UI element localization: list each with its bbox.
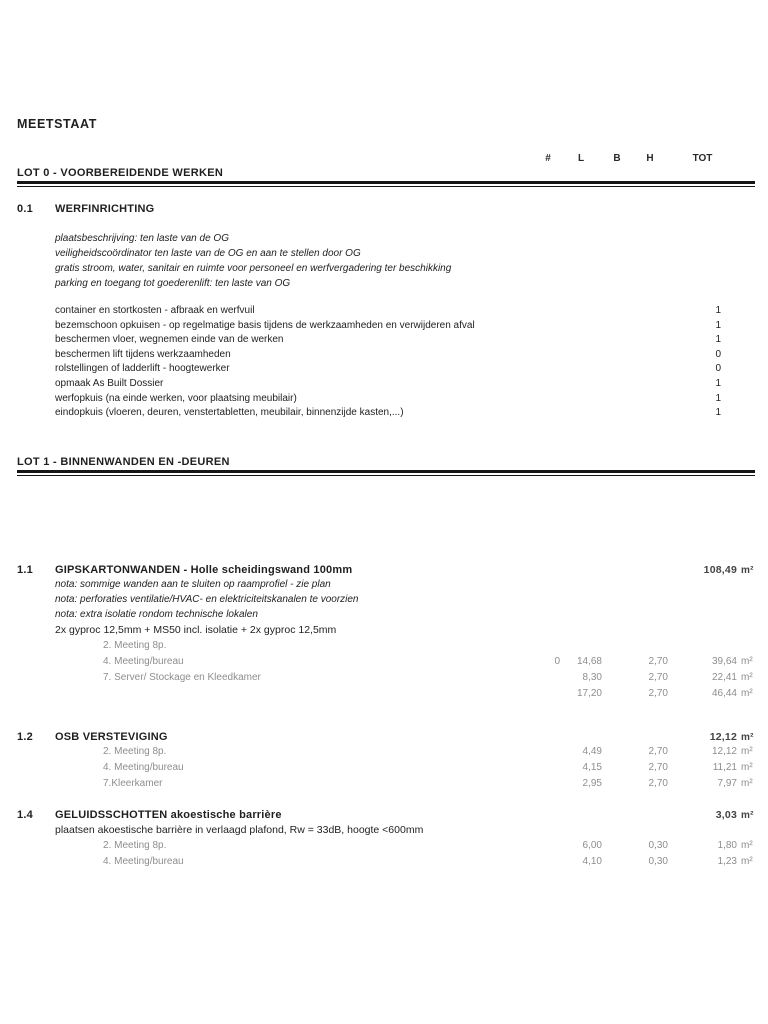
section-title: GELUIDSSCHOTTEN akoestische barrière: [55, 808, 282, 821]
section-1-1-spec: 2x gyproc 12,5mm + MS50 incl. isolatie + 2x gyproc 12,5mm: [55, 623, 337, 636]
section-code: 0.1: [17, 203, 33, 215]
table-row: [17, 670, 755, 686]
section-total: 3,03: [715, 808, 737, 821]
section-total-unit: m²: [741, 809, 754, 821]
row-label: 4. Meeting/bureau: [103, 761, 184, 773]
section-0-1-items: [17, 304, 755, 421]
table-row: [17, 760, 755, 776]
table-row: [17, 319, 755, 334]
section-code: 1.1: [17, 563, 33, 576]
section-0-1-header: [17, 203, 755, 216]
row-total: 1: [715, 392, 721, 404]
row-length: 17,20: [576, 687, 602, 699]
row-length: 4,49: [582, 745, 602, 757]
row-length: 14,68: [576, 655, 602, 667]
section-1-1-header: [17, 564, 755, 577]
column-header-length: L: [577, 153, 585, 164]
section-0-1-notes: [55, 231, 755, 291]
section-1-4: [17, 809, 755, 870]
row-total: 1: [715, 377, 721, 389]
row-length: 6,00: [582, 839, 602, 851]
table-row: [17, 686, 755, 702]
row-total: 46,44: [711, 687, 737, 699]
section-code: 1.2: [17, 730, 33, 743]
table-row: [17, 638, 755, 654]
row-total: 11,21: [712, 761, 737, 773]
column-header-width: B: [613, 153, 621, 164]
row-unit: m²: [741, 745, 753, 757]
note-line: nota: sommige wanden aan te sluiten op raamprofiel - zie plan: [55, 578, 331, 590]
row-total: 39,64: [711, 655, 737, 667]
row-unit: m²: [741, 761, 753, 773]
table-row: [17, 392, 755, 407]
section-title: WERFINRICHTING: [55, 203, 155, 215]
row-label: werfopkuis (na einde werken, voor plaatsing meubilair): [55, 392, 297, 404]
row-unit: m²: [741, 839, 753, 851]
row-length: 2,95: [582, 777, 602, 789]
column-header-height: H: [646, 153, 654, 164]
row-count: 0: [554, 655, 560, 667]
column-header-total: TOT: [692, 153, 713, 164]
row-label: 7. Server/ Stockage en Kleedkamer: [103, 671, 261, 683]
row-height: 2,70: [648, 687, 668, 699]
section-total-unit: m²: [741, 564, 754, 576]
row-label: bezemschoon opkuisen - op regelmatige basis tijdens de werkzaamheden en verwijderen afval: [55, 319, 475, 331]
section-total: 12,12: [709, 730, 737, 743]
table-row: [17, 362, 755, 377]
section-1-4-header: [17, 809, 755, 822]
row-label: 7.Kleerkamer: [103, 777, 163, 789]
row-label: rolstellingen of ladderlift - hoogtewerker: [55, 363, 230, 375]
row-total: 7,97: [717, 777, 737, 789]
row-height: 2,70: [648, 761, 668, 773]
section-1-1: [17, 564, 755, 702]
row-height: 2,70: [648, 655, 668, 667]
row-label: beschermen vloer, wegnemen einde van de werken: [55, 334, 284, 346]
section-title: GIPSKARTONWANDEN - Holle scheidingswand 100mm: [55, 563, 353, 576]
section-1-2-header: [17, 731, 755, 744]
note-line: nota: perforaties ventilatie/HVAC- en elektriciteitskanalen te voorzien: [55, 593, 359, 605]
table-row: [17, 776, 755, 792]
row-label: 2. Meeting 8p.: [103, 745, 167, 757]
note-line: parking en toegang tot goederenlift: ten laste van OG: [55, 278, 291, 289]
note-line: veiligheidscoördinator ten laste van de OG en aan te stellen door OG: [55, 248, 361, 259]
section-title: OSB VERSTEVIGING: [55, 730, 168, 743]
row-height: 2,70: [648, 671, 668, 683]
row-total: 0: [715, 348, 721, 360]
row-total: 1,80: [717, 839, 737, 851]
row-label: container en stortkosten - afbraak en werfvuil: [55, 305, 255, 316]
table-row: [17, 333, 755, 348]
lot1-divider: [17, 470, 755, 476]
row-length: 4,10: [582, 855, 602, 867]
row-unit: m²: [741, 671, 753, 683]
section-1-4-description: plaatsen akoestische barrière in verlaagd plafond, Rw = 33dB, hoogte <600mm: [55, 823, 424, 836]
column-header-row: [17, 153, 755, 164]
note-line: nota: extra isolatie rondom technische lokalen: [55, 608, 258, 620]
row-total: 22,41: [711, 671, 737, 683]
row-length: 4,15: [582, 761, 602, 773]
table-row: [17, 304, 755, 319]
page-title: MEETSTAAT: [17, 117, 97, 131]
row-height: 0,30: [648, 839, 668, 851]
section-total: 108,49: [703, 563, 737, 576]
lot0-divider: [17, 181, 755, 187]
row-total: 0: [715, 363, 721, 375]
row-unit: m²: [741, 655, 753, 667]
row-unit: m²: [741, 687, 753, 699]
table-row: [17, 348, 755, 363]
table-row: [17, 854, 755, 870]
row-total: 1: [715, 334, 721, 346]
column-header-count: #: [545, 153, 551, 164]
row-total: 1: [715, 305, 721, 316]
lot1-heading: LOT 1 - BINNENWANDEN EN -DEUREN: [17, 455, 230, 468]
lot0-heading: LOT 0 - VOORBEREIDENDE WERKEN: [17, 167, 224, 179]
row-height: 2,70: [648, 777, 668, 789]
row-label: 4. Meeting/bureau: [103, 655, 184, 667]
row-label: 2. Meeting 8p.: [103, 639, 167, 651]
row-label: opmaak As Built Dossier: [55, 377, 164, 389]
note-line: gratis stroom, water, sanitair en ruimte voor personeel en werfvergadering ter beschikking: [55, 263, 452, 274]
table-row: [17, 377, 755, 392]
row-label: eindopkuis (vloeren, deuren, venstertabletten, meubilair, binnenzijde kasten,...): [55, 407, 404, 419]
table-row: [17, 406, 755, 421]
row-unit: m²: [741, 855, 753, 867]
section-total-unit: m²: [741, 731, 754, 743]
table-row: [17, 838, 755, 854]
row-height: 2,70: [648, 745, 668, 757]
row-length: 8,30: [582, 671, 602, 683]
row-height: 0,30: [648, 855, 668, 867]
lot1-block: [17, 456, 755, 476]
row-total: 1: [715, 319, 721, 331]
section-1-2: [17, 731, 755, 792]
row-total: 1: [715, 407, 721, 419]
row-unit: m²: [741, 777, 753, 789]
table-row: [17, 744, 755, 760]
row-label: 4. Meeting/bureau: [103, 855, 184, 867]
table-row: [17, 654, 755, 670]
section-1-1-notes: [55, 577, 755, 622]
row-total: 1,23: [717, 855, 737, 867]
section-code: 1.4: [17, 808, 33, 821]
note-line: plaatsbeschrijving: ten laste van de OG: [55, 233, 229, 244]
row-label: 2. Meeting 8p.: [103, 839, 167, 851]
row-label: beschermen lift tijdens werkzaamheden: [55, 348, 231, 360]
row-total: 12,12: [711, 745, 737, 757]
